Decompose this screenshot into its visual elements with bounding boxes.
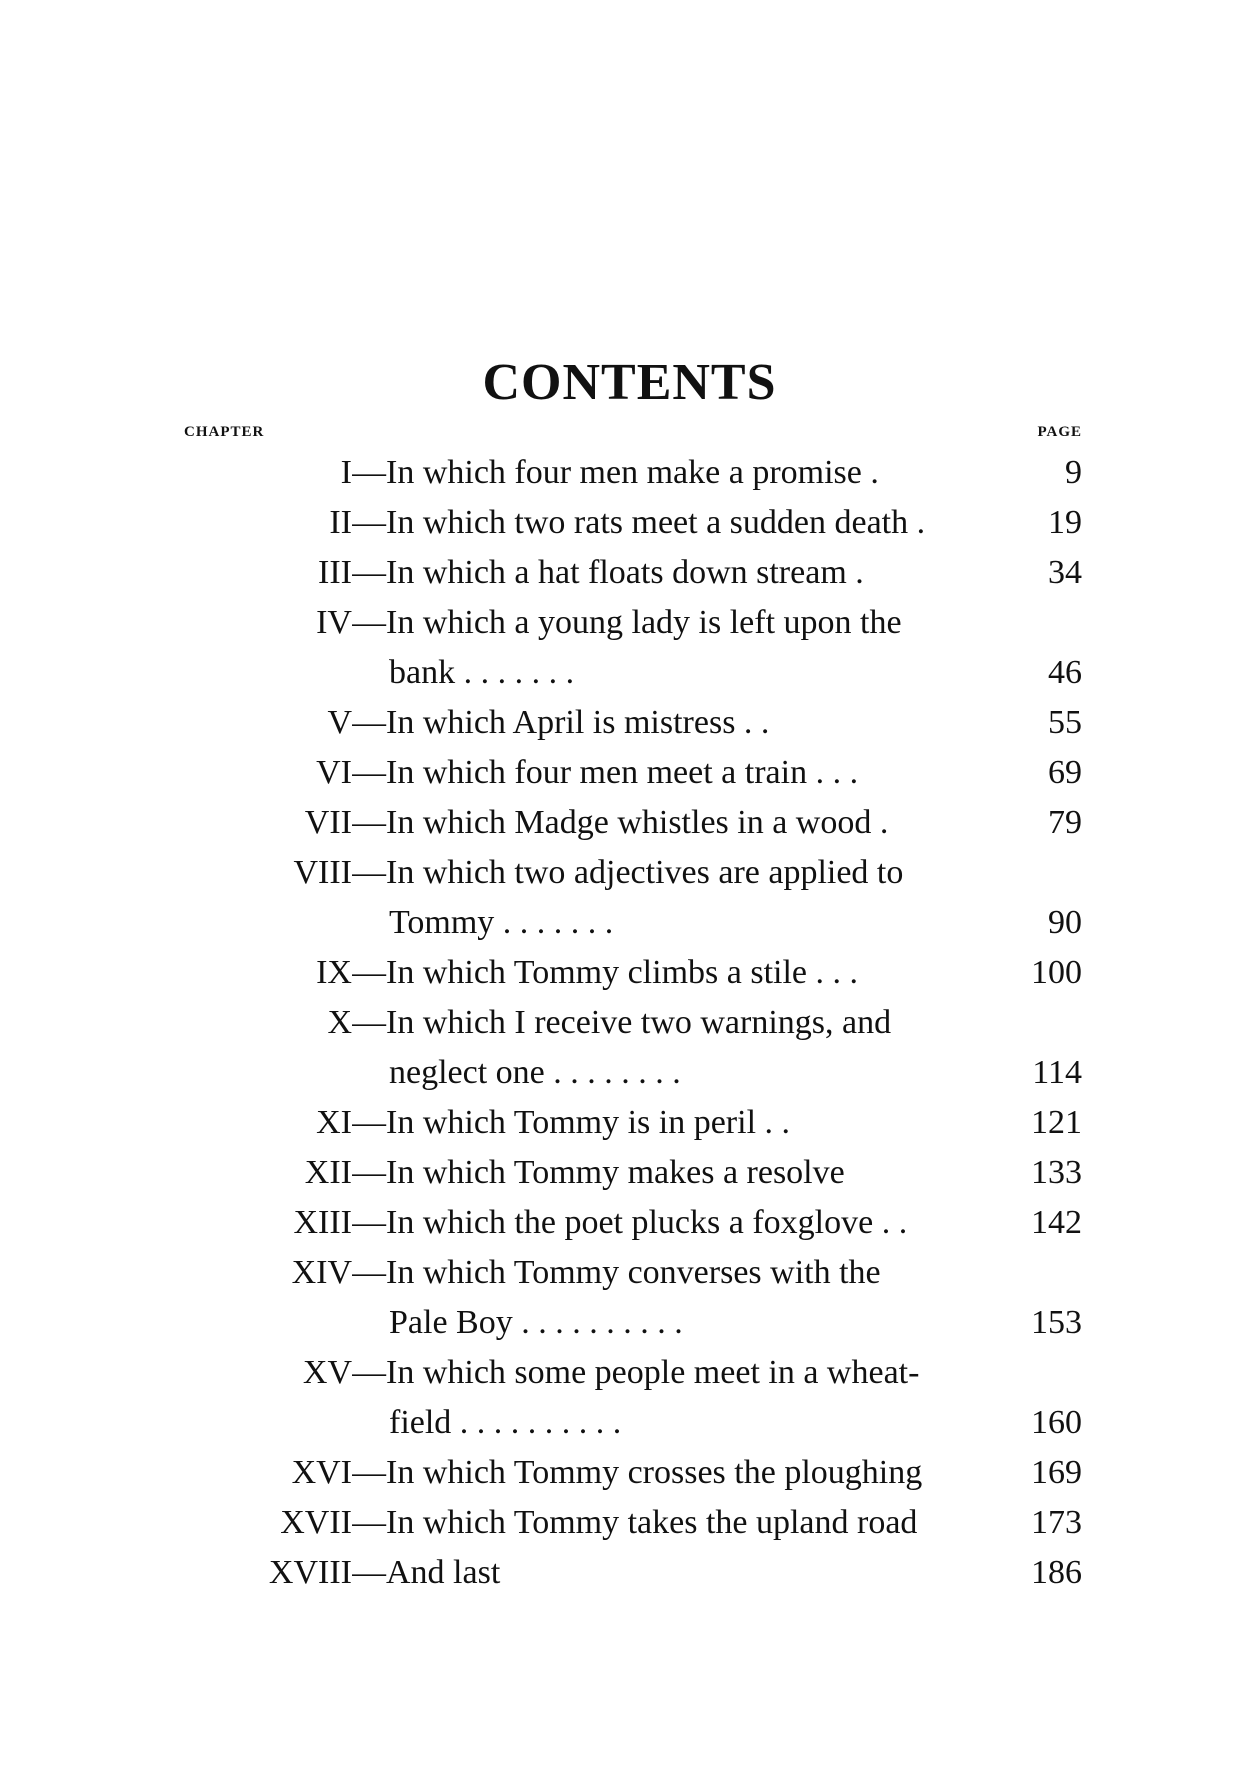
toc-entry xyxy=(0,998,1259,1098)
chapter-number: XVI xyxy=(291,1454,352,1491)
chapter-number: IX xyxy=(316,954,352,991)
toc-entry xyxy=(0,1448,1259,1498)
chapter-number: VI xyxy=(316,754,352,791)
chapter-column-header: CHAPTER xyxy=(184,424,265,440)
chapter-title-line: —In which four men make a promise . xyxy=(352,454,879,491)
chapter-number: VIII xyxy=(293,854,352,891)
chapter-number: II xyxy=(329,504,352,541)
toc-entry xyxy=(0,1498,1259,1548)
page-number: 142 xyxy=(1031,1204,1082,1241)
chapter-title xyxy=(352,1548,942,1598)
page-number: 69 xyxy=(1048,754,1082,791)
page-title: CONTENTS xyxy=(482,353,777,411)
chapter-number: IV xyxy=(316,604,352,641)
chapter-title xyxy=(352,1098,942,1148)
page-number: 90 xyxy=(1048,904,1082,941)
toc-entry xyxy=(0,698,1259,748)
chapter-title-line: —In which a hat floats down stream . xyxy=(352,554,864,591)
chapter-title xyxy=(352,748,942,798)
toc-entry xyxy=(0,1098,1259,1148)
chapter-number: X xyxy=(327,1004,352,1041)
chapter-title-line: —In which Tommy is in peril . . xyxy=(352,1104,791,1141)
chapter-title xyxy=(352,948,942,998)
chapter-title xyxy=(352,848,942,948)
chapter-number: III xyxy=(318,554,352,591)
chapter-title-line: —In which two rats meet a sudden death . xyxy=(352,504,926,541)
chapter-title-line: —In which I receive two warnings, and xyxy=(352,1004,892,1041)
chapter-title xyxy=(352,598,942,698)
chapter-title-line: —In which Tommy converses with the xyxy=(352,1254,881,1291)
chapter-number: XI xyxy=(316,1104,352,1141)
chapter-number: V xyxy=(327,704,352,741)
chapter-title xyxy=(352,998,942,1098)
toc-entry xyxy=(0,798,1259,848)
toc-entry xyxy=(0,1548,1259,1598)
page-number: 160 xyxy=(1031,1404,1082,1441)
chapter-title-line: —In which Tommy climbs a stile . . . xyxy=(352,954,858,991)
toc-entry xyxy=(0,548,1259,598)
chapter-title xyxy=(352,1498,942,1548)
page-number: 34 xyxy=(1048,554,1082,591)
chapter-title xyxy=(352,698,942,748)
chapter-title xyxy=(352,1248,942,1348)
chapter-number: XV xyxy=(302,1354,352,1391)
chapter-title xyxy=(352,498,942,548)
chapter-title-line: —In which April is mistress . . xyxy=(352,704,770,741)
chapter-title-line: Tommy . . . . . . . xyxy=(389,904,614,941)
chapter-title xyxy=(352,548,942,598)
chapter-title-line: —In which Tommy takes the upland road xyxy=(352,1504,918,1541)
chapter-title xyxy=(352,798,942,848)
page-number: 133 xyxy=(1031,1154,1082,1191)
toc-entry xyxy=(0,1348,1259,1448)
table-of-contents xyxy=(0,448,1259,1598)
toc-entry xyxy=(0,498,1259,548)
chapter-title-line: neglect one . . . . . . . . xyxy=(389,1054,681,1091)
chapter-title-line: —In which Tommy crosses the ploughing xyxy=(352,1454,923,1491)
chapter-number: XVIII xyxy=(268,1554,352,1591)
page-number: 19 xyxy=(1048,504,1082,541)
page-number: 46 xyxy=(1048,654,1082,691)
chapter-title xyxy=(352,1198,942,1248)
page-number: 186 xyxy=(1031,1554,1082,1591)
chapter-title-line: —In which a young lady is left upon the xyxy=(352,604,902,641)
toc-entry xyxy=(0,1198,1259,1248)
toc-entry xyxy=(0,848,1259,948)
chapter-title-line: —In which Madge whistles in a wood . xyxy=(352,804,889,841)
chapter-title-line: —In which the poet plucks a foxglove . . xyxy=(352,1204,908,1241)
chapter-title-line: —In which some people meet in a wheat- xyxy=(352,1354,920,1391)
chapter-title-line: field . . . . . . . . . . xyxy=(389,1404,622,1441)
chapter-title xyxy=(352,1348,942,1448)
chapter-title-line: —In which two adjectives are applied to xyxy=(352,854,904,891)
toc-entry xyxy=(0,1248,1259,1348)
page-number: 169 xyxy=(1031,1454,1082,1491)
page-number: 55 xyxy=(1048,704,1082,741)
page-number: 173 xyxy=(1031,1504,1082,1541)
page-number: 100 xyxy=(1031,954,1082,991)
page-number: 121 xyxy=(1031,1104,1082,1141)
chapter-title-line: —In which four men meet a train . . . xyxy=(352,754,859,791)
toc-entry xyxy=(0,748,1259,798)
chapter-number: XIV xyxy=(291,1254,352,1291)
page-number: 114 xyxy=(1032,1054,1082,1091)
chapter-number: I xyxy=(340,454,352,491)
page-number: 9 xyxy=(1065,454,1082,491)
chapter-title-line: Pale Boy . . . . . . . . . . xyxy=(389,1304,683,1341)
chapter-number: XIII xyxy=(293,1204,352,1241)
chapter-number: XII xyxy=(304,1154,352,1191)
chapter-title xyxy=(352,1448,942,1498)
page-number: 79 xyxy=(1048,804,1082,841)
toc-entry xyxy=(0,1148,1259,1198)
page-number: 153 xyxy=(1031,1304,1082,1341)
chapter-title xyxy=(352,448,942,498)
chapter-title xyxy=(352,1148,942,1198)
chapter-title-line: —In which Tommy makes a resolve xyxy=(352,1154,845,1191)
chapter-number: VII xyxy=(304,804,352,841)
page-column-header: PAGE xyxy=(1037,424,1082,440)
toc-entry xyxy=(0,448,1259,498)
toc-entry xyxy=(0,598,1259,698)
chapter-title-line: —And last xyxy=(352,1554,501,1591)
chapter-number: XVII xyxy=(280,1504,352,1541)
chapter-title-line: bank . . . . . . . xyxy=(389,654,575,691)
toc-entry xyxy=(0,948,1259,998)
